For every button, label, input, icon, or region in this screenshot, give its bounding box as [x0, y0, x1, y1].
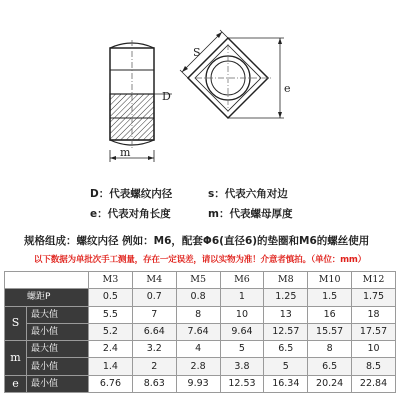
pitch-label: 螺距P	[5, 289, 89, 306]
group-m: m	[5, 341, 27, 376]
value-cell: 2.4	[89, 341, 133, 358]
value-cell: 1.75	[352, 289, 396, 306]
size-cell: M3	[89, 272, 133, 289]
size-cell: M6	[220, 272, 264, 289]
value-cell: 0.5	[89, 289, 133, 306]
value-cell: 5.5	[89, 306, 133, 323]
legend-m: m：代表螺母厚度	[208, 208, 293, 220]
table-row	[5, 375, 396, 392]
legend-e: e：代表对角长度	[90, 208, 171, 220]
value-cell: 2	[132, 358, 176, 375]
e-min-label: 最小值	[27, 375, 89, 392]
value-cell: 17.57	[352, 323, 396, 340]
table-row	[5, 323, 396, 340]
value-cell: 15.57	[308, 323, 352, 340]
top-view	[180, 30, 284, 118]
label-d: D	[162, 90, 171, 103]
value-cell: 12.57	[264, 323, 308, 340]
value-cell: 8.63	[132, 375, 176, 392]
value-cell: 6.76	[89, 375, 133, 392]
value-cell: 7	[132, 306, 176, 323]
value-cell: 16	[308, 306, 352, 323]
warning-banner: 以下数据为单批次手工测量，存在一定误差，请以实物为准！介意者慎拍。（单位：mm）	[33, 255, 367, 265]
size-cell: M5	[176, 272, 220, 289]
size-cell: M8	[264, 272, 308, 289]
value-cell: 22.84	[352, 375, 396, 392]
label-s: S	[193, 46, 201, 59]
value-cell: 1.5	[308, 289, 352, 306]
value-cell: 0.7	[132, 289, 176, 306]
s-min-label: 最小值	[27, 323, 89, 340]
legend-d: D：代表螺纹内径	[90, 188, 173, 200]
value-cell: 18	[352, 306, 396, 323]
value-cell: 5	[264, 358, 308, 375]
value-cell: 10	[352, 341, 396, 358]
value-cell: 1.25	[264, 289, 308, 306]
value-cell: 13	[264, 306, 308, 323]
m-min-label: 最小值	[27, 358, 89, 375]
value-cell: 1.4	[89, 358, 133, 375]
group-s: S	[5, 306, 27, 341]
legend-s: s：代表六角对边	[208, 188, 288, 200]
nut-technical-drawing	[0, 0, 400, 180]
value-cell: 6.5	[264, 341, 308, 358]
label-e: e	[284, 82, 291, 95]
table-row	[5, 272, 396, 289]
spec-table	[4, 271, 396, 393]
table-row	[5, 341, 396, 358]
size-cell: M4	[132, 272, 176, 289]
value-cell: 12.53	[220, 375, 264, 392]
size-cell: M10	[308, 272, 352, 289]
table-row	[5, 306, 396, 323]
group-e: e	[5, 375, 27, 392]
value-cell: 4	[176, 341, 220, 358]
value-cell: 6.5	[308, 358, 352, 375]
value-cell: 10	[220, 306, 264, 323]
value-cell: 5	[220, 341, 264, 358]
value-cell: 7.64	[176, 323, 220, 340]
header-label: 螺纹规格D	[5, 272, 89, 289]
value-cell: 8.5	[352, 358, 396, 375]
value-cell: 8	[176, 306, 220, 323]
value-cell: 3.2	[132, 341, 176, 358]
value-cell: 5.2	[89, 323, 133, 340]
value-cell: 3.8	[220, 358, 264, 375]
s-max-label: 最大值	[27, 306, 89, 323]
value-cell: 16.34	[264, 375, 308, 392]
value-cell: 8	[308, 341, 352, 358]
value-cell: 9.93	[176, 375, 220, 392]
value-cell: 20.24	[308, 375, 352, 392]
value-cell: 1	[220, 289, 264, 306]
label-m: m	[120, 146, 131, 159]
table-row	[5, 358, 396, 375]
spec-note: 规格组成：螺纹内径 例如：M6，配套Φ6(直径6)的垫圈和M6的螺丝使用	[24, 235, 370, 247]
m-max-label: 最大值	[27, 341, 89, 358]
table-row	[5, 289, 396, 306]
value-cell: 2.8	[176, 358, 220, 375]
value-cell: 9.64	[220, 323, 264, 340]
size-cell: M12	[352, 272, 396, 289]
value-cell: 0.8	[176, 289, 220, 306]
value-cell: 6.64	[132, 323, 176, 340]
